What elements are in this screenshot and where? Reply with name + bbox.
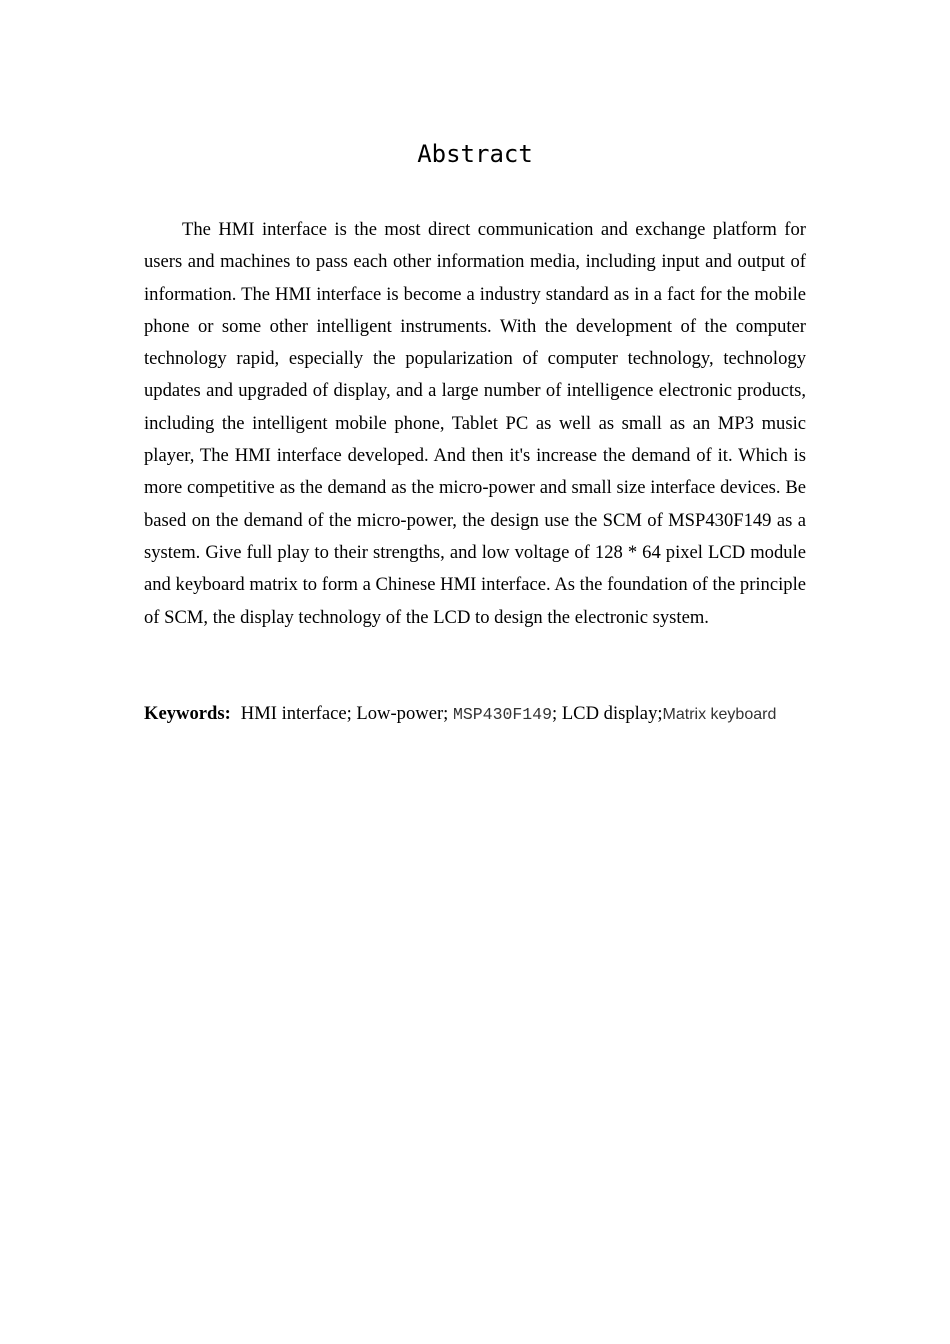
abstract-paragraph: The HMI interface is the most direct communication and exchange platform for users and machines to pass each other information media, including input and output of information. The HMI interface is become a industry standard as in a fact for the mobile phone or some other intelligent instruments. With the development of the computer technology rapid, especially the popularization of computer technology, technology updates and upgraded of display, and a large number of intelligence electronic products, including the intelligent mobile phone, Tablet PC as well as small as an MP3 music player, The HMI interface developed. And then it's increase the demand of it. Which is more competitive as the demand as the micro-power and small size interface devices. Be based on the demand of the micro-power, the design use the SCM of MSP430F149 as a system. Give full play to their strengths, and low voltage of 128 * 64 pixel LCD module and keyboard matrix to form a Chinese HMI interface. As the foundation of the principle of SCM, the display technology of the LCD to design the electronic system. <box>144 219 806 628</box>
page-title: Abstract <box>417 140 533 168</box>
keywords-part-4: Matrix keyboard <box>662 706 777 723</box>
keywords-label: Keywords: <box>144 703 231 724</box>
keywords-part-2: MSP430F149 <box>452 705 552 724</box>
keywords-part-3: ; LCD display; <box>552 703 663 724</box>
keywords-part-1: HMI interface; Low-power; <box>240 703 453 724</box>
keywords-line <box>144 698 844 731</box>
